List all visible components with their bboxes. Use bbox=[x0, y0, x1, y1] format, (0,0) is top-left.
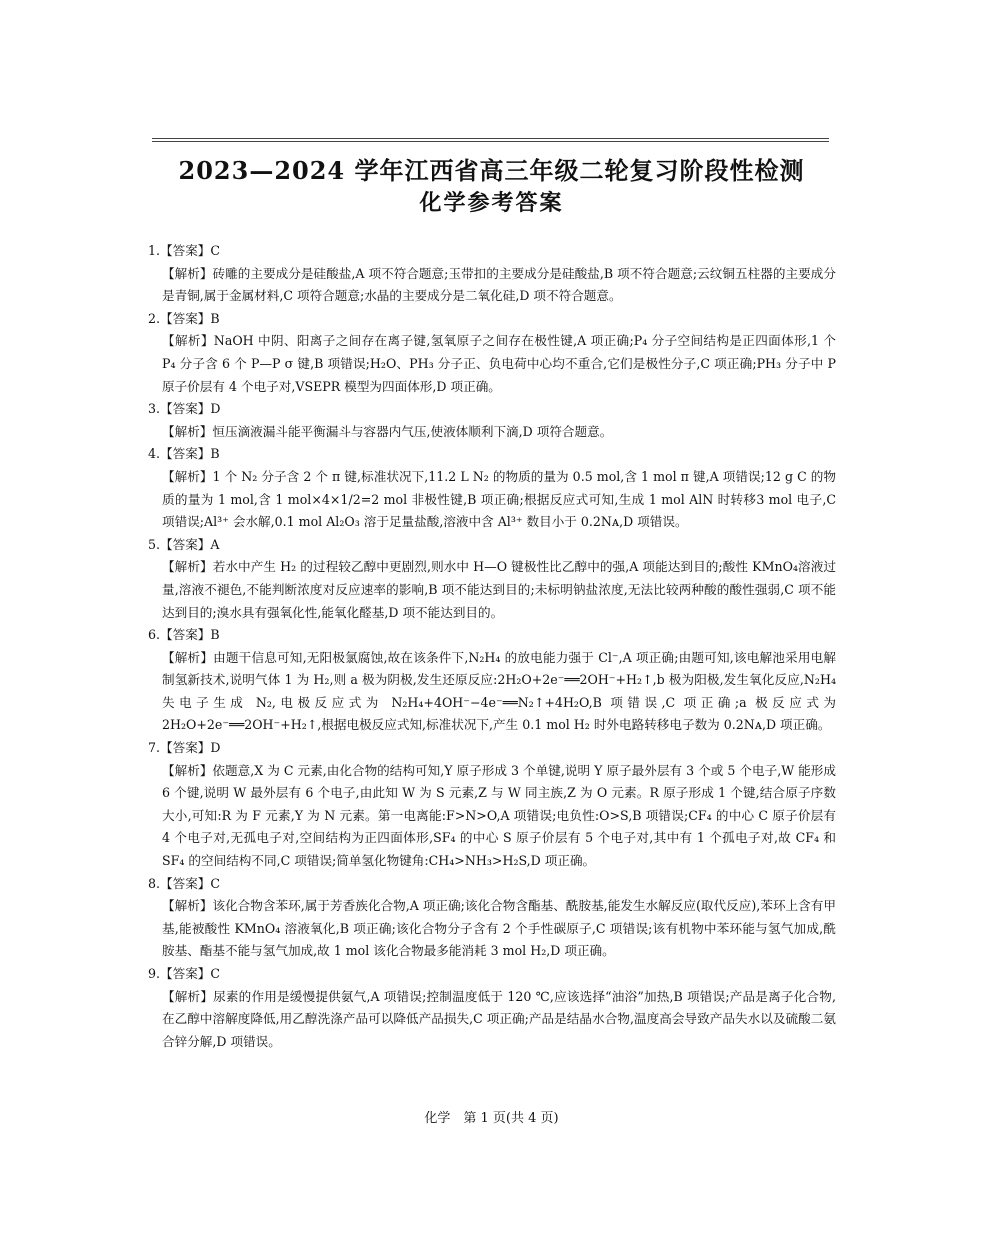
header-rule-thin bbox=[152, 141, 829, 142]
explanation-text: 【解析】1 个 N₂ 分子含 2 个 π 键,标准状况下,11.2 L N₂ 的物质的量为 0.5 mol,含 1 mol π 键,A 项错误;12 g C 的物质的量为 1 mol,含 1 mol×4×1/2=2 mol 非极性键,B 项正确;根据反应式可知,生成 1 mol AlN 时转移3 mol 电子,C 项错误;Al³⁺ 会水解,0.1 mol Al₂O₃ 溶于足量盐酸,溶液中含 Al³⁺ 数目小于 0.2Nᴀ,D 项错误。 bbox=[162, 468, 836, 530]
answer-line: 7.【答案】D bbox=[148, 740, 221, 756]
answer-line: 4.【答案】B bbox=[148, 446, 220, 462]
explanation-text: 【解析】恒压滴液漏斗能平衡漏斗与容器内气压,使液体顺利下滴,D 项符合题意。 bbox=[162, 423, 613, 439]
explanation-text: 【解析】依题意,X 为 C 元素,由化合物的结构可知,Y 原子形成 3 个单键,说明 Y 原子最外层有 3 个或 5 个电子,W 能形成 6 个键,说明 W 最外层有 6 个电子,由此知 W 为 S 元素,Z 与 W 同主族,Z 为 O 元素。R 原子形成 1 个键,结合原子序数大小,可知:R 为 F 元素,Y 为 N 元素。第一电离能:F>N>O,A 项错误;电负性:O>S,B 项错误;CF₄ 的中心 C 原子价层有 4 个电子对,无孤电子对,空间结构为正四面体形,SF₄ 的中心 S 原子价层有 5 个电子对,其中有 1 个孤电子对,故 CF₄ 和 SF₄ 的空间结构不同,C 项错误;简单氢化物键角:CH₄>NH₃>H₂S,D 项正确。 bbox=[162, 762, 836, 869]
answer-item-6 bbox=[148, 624, 836, 737]
explanation-text: 【解析】若水中产生 H₂ 的过程较乙醇中更剧烈,则水中 H—O 键极性比乙醇中的强,A 项能达到目的;酸性 KMnO₄溶液过量,溶液不褪色,不能判断浓度对反应速率的影响,B 项不能达到目的;未标明钠盐浓度,无法比较两种酸的酸性强弱,C 项不能达到目的;溴水具有强氧化性,能氧化醛基,D 项不能达到目的。 bbox=[162, 559, 836, 620]
explanation-text: 【解析】该化合物含苯环,属于芳香族化合物,A 项正确;该化合物含酯基、酰胺基,能发生水解反应(取代反应),苯环上含有甲基,能被酸性 KMnO₄ 溶液氧化,B 项正确;该化合物分子含有 2 个手性碳原子,C 项错误;该有机物中苯环能与氢气加成,酰胺基、酯基不能与氢气加成,故 1 mol 该化合物最多能消耗 3 mol H₂,D 项正确。 bbox=[162, 898, 836, 959]
page-footer: 化学 第 1 页(共 4 页) bbox=[424, 1111, 559, 1126]
answer-item-4 bbox=[148, 443, 836, 533]
answer-item-7 bbox=[148, 737, 836, 873]
answer-list bbox=[148, 240, 836, 1053]
answer-item-9 bbox=[148, 963, 836, 1053]
explanation-text: 【解析】NaOH 中阴、阳离子之间存在离子键,氢氧原子之间存在极性键,A 项正确;P₄ 分子空间结构是正四面体形,1 个 P₄ 分子含 6 个 P—P σ 键,B 项错误;H₂O、PH₃ 分子正、负电荷中心均不重合,它们是极性分子,C 项正确;PH₃ 分子中 P 原子价层有 4 个电子对,VSEPR 模型为四面体形,D 项正确。 bbox=[162, 333, 836, 394]
answer-item-8 bbox=[148, 873, 836, 963]
answer-line: 1.【答案】C bbox=[148, 243, 221, 258]
header-rule bbox=[152, 138, 829, 139]
answer-item-1 bbox=[148, 240, 836, 308]
document-title: 2023—2024 学年江西省高三年级二轮复习阶段性检测 bbox=[178, 156, 805, 185]
document-subtitle: 化学参考答案 bbox=[419, 190, 564, 216]
answer-line: 3.【答案】D bbox=[148, 401, 221, 417]
answer-line: 8.【答案】C bbox=[148, 875, 221, 891]
answer-item-2 bbox=[148, 308, 836, 398]
answer-line: 9.【答案】C bbox=[148, 966, 221, 981]
answer-line: 2.【答案】B bbox=[148, 310, 220, 326]
answer-item-5 bbox=[148, 534, 836, 624]
explanation-text: 【解析】由题干信息可知,无阳极氯腐蚀,故在该条件下,N₂H₄ 的放电能力强于 Cl⁻,A 项正确;由题可知,该电解池采用电解制氢新技术,说明气体 1 为 H₂,则 a 极为阴极,发生还原反应:2H₂O+2e⁻══2OH⁻+H₂↑,b 极为阳极,发生氧化反应,N₂H₄ 失电子生成 N₂,电极反应式为 N₂H₄+4OH⁻−4e⁻══N₂↑+4H₂O,B 项错误,C 项正确;a 极反应式为 2H₂O+2e⁻══2OH⁻+H₂↑,根据电极反应式知,标准状况下,产生 0.1 mol H₂ 时外电路转移电子数为 0.2Nᴀ,D 项正确。 bbox=[162, 649, 836, 733]
explanation-text: 【解析】尿素的作用是缓慢提供氨气,A 项错误;控制温度低于 120 ℃,应该选择“油浴”加热,B 项错误;产品是离子化合物,在乙醇中溶解度降低,用乙醇洗涤产品可以降低产品损失,C 项正确;产品是结晶水合物,温度高会导致产品失水以及硫酸二氨合锌分解,D 项错误。 bbox=[162, 988, 836, 1049]
answer-item-3 bbox=[148, 398, 836, 443]
answer-line: 6.【答案】B bbox=[148, 627, 220, 643]
explanation-text: 【解析】砖雕的主要成分是硅酸盐,A 项不符合题意;玉带扣的主要成分是硅酸盐,B 项不符合题意;云纹铜五柱器的主要成分是青铜,属于金属材料,C 项符合题意;水晶的主要成分是二氧化硅,D 项不符合题意。 bbox=[162, 265, 836, 304]
answer-line: 5.【答案】A bbox=[148, 536, 220, 552]
